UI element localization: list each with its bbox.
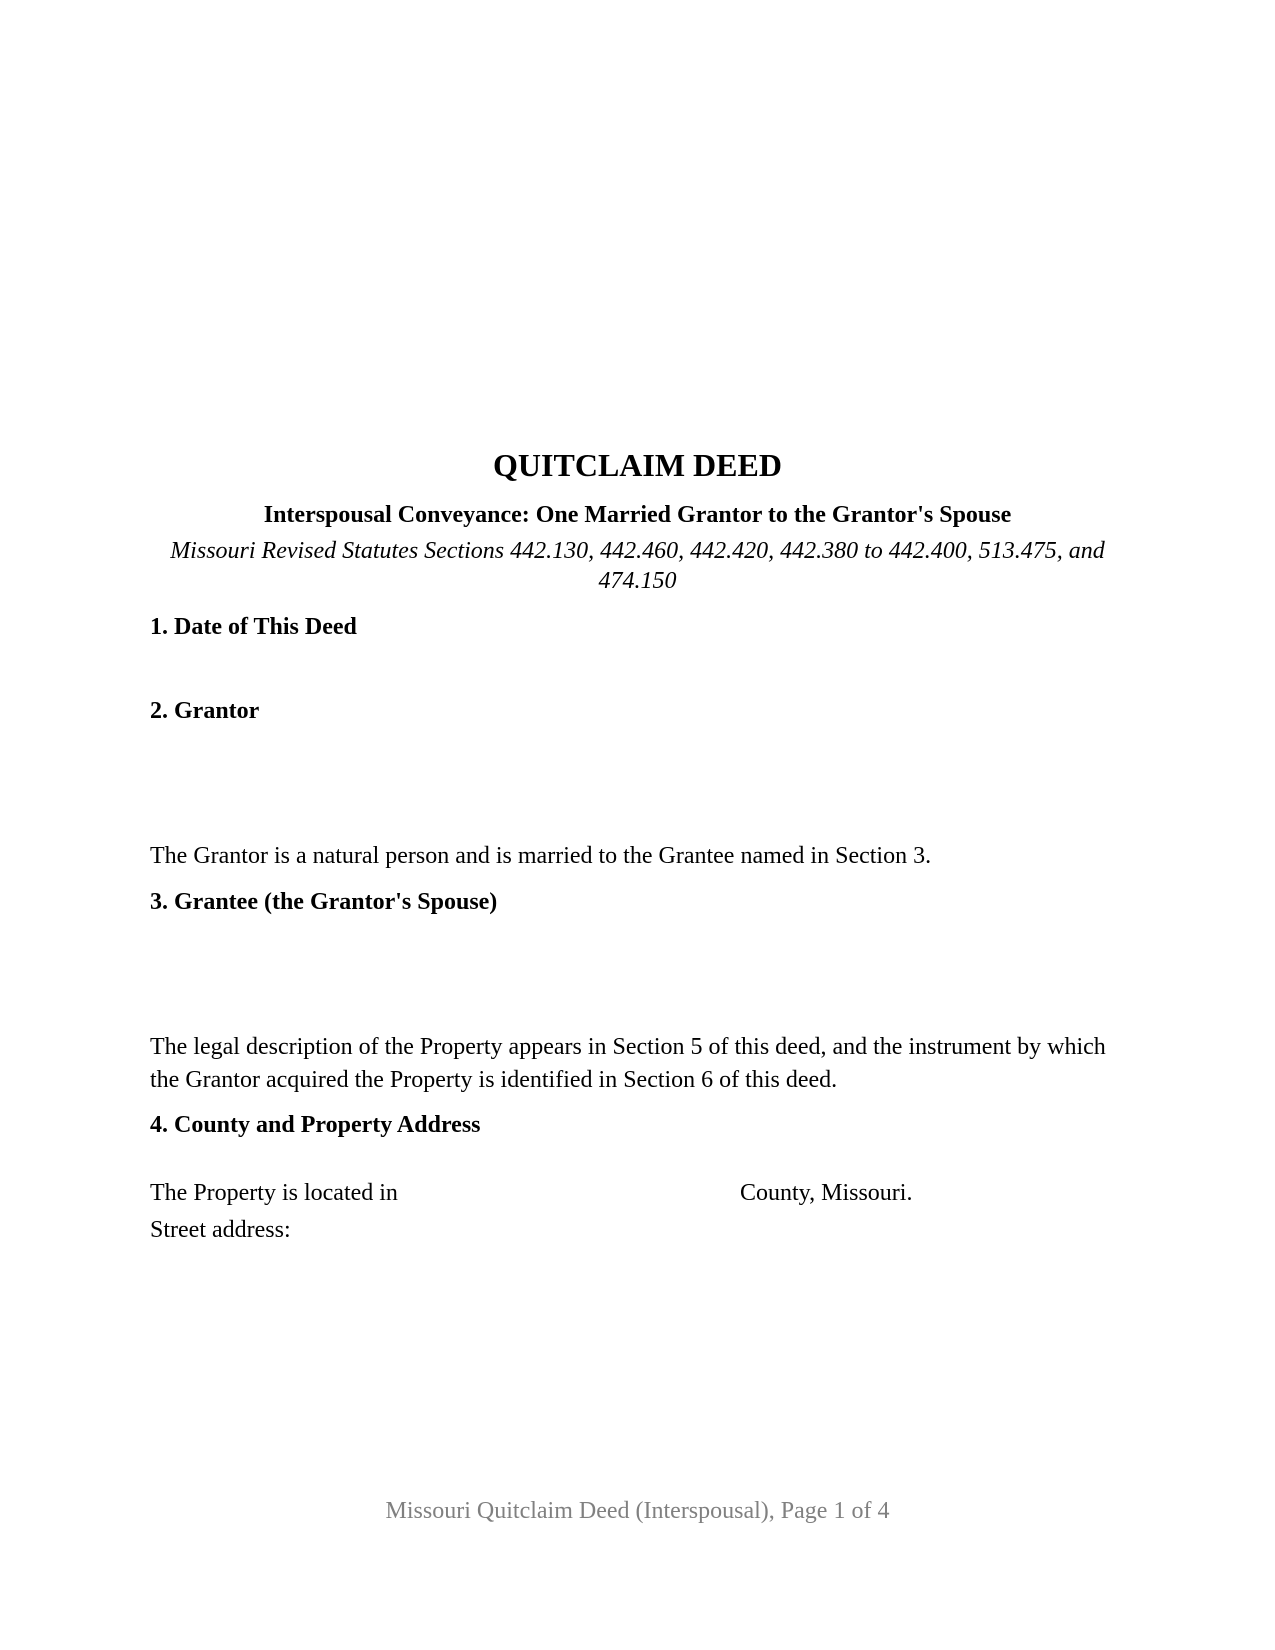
section-3-heading: 3. Grantee (the Grantor's Spouse) [150, 889, 498, 915]
section-3-text: The legal description of the Property appears in Section 5 of this deed, and the instrument by which the Grantor acquired the Property is identified in Section 6 of this deed. [150, 1034, 1106, 1093]
document-subtitle: Interspousal Conveyance: One Married Grantor to the Grantor's Spouse [263, 502, 1012, 528]
street-address-label: Street address: [150, 1217, 291, 1243]
section-2-heading: 2. Grantor [150, 698, 260, 724]
section-1-heading: 1. Date of This Deed [150, 614, 357, 640]
county-located-prefix: The Property is located in [150, 1180, 398, 1206]
page-footer: Missouri Quitclaim Deed (Interspousal), Page 1 of 4 [385, 1498, 890, 1524]
document-title: QUITCLAIM DEED [493, 447, 782, 483]
county-located-suffix: County, Missouri. [740, 1180, 913, 1206]
statute-citation: Missouri Revised Statutes Sections 442.130, 442.460, 442.420, 442.380 to 442.400, 513.475, and 474.150 [170, 538, 1105, 594]
section-2-text: The Grantor is a natural person and is married to the Grantee named in Section 3. [150, 843, 932, 869]
section-4-heading: 4. County and Property Address [150, 1112, 481, 1138]
